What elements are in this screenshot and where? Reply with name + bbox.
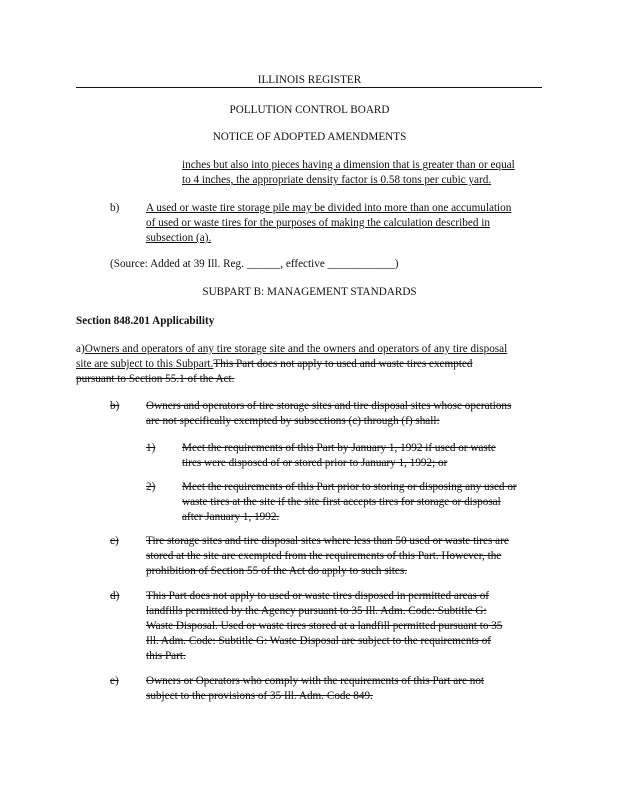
sub-2-text xyxy=(182,480,517,525)
subpart-heading: SUBPART B: MANAGEMENT STANDARDS xyxy=(202,286,417,298)
continuation-text xyxy=(182,158,515,188)
item-e-line: subject to the provisions of 35 Ill. Adm. Code 849. xyxy=(146,690,373,702)
source-note: (Source: Added at 39 Ill. Reg. ______, effective ____________) xyxy=(110,258,399,270)
sub-1-line: tires were disposed of or stored prior to January 1, 1992; or xyxy=(182,457,448,469)
para-a-added: site are subject to this Subpart. xyxy=(76,358,214,370)
para-a xyxy=(76,342,507,387)
continuation-line: to 4 inches, the appropriate density factor is 0.58 tons per cubic yard. xyxy=(182,174,492,186)
item-d-line: Waste Disposal. Used or waste tires stored at a landfill permitted pursuant to 35 xyxy=(146,620,503,632)
item-d-line: this Part. xyxy=(146,650,186,662)
item-b-text xyxy=(146,399,511,429)
item-c-label: c) xyxy=(110,535,119,547)
sub-2-line: Meet the requirements of this Part prior to storing or disposing any used or xyxy=(182,481,517,493)
item-e-text xyxy=(146,674,484,704)
item-b-upper-line: of used or waste tires for the purposes of making the calculation described in xyxy=(146,217,490,229)
item-c-text xyxy=(146,534,509,579)
section-heading: Section 848.201 Applicability xyxy=(76,315,215,327)
sub-1-line: Meet the requirements of this Part by January 1, 1992 if used or waste xyxy=(182,442,496,454)
item-b-line: Owners and operators of tire storage sites and tire disposal sites whose operations xyxy=(146,400,512,412)
para-a-deleted: This Part does not apply to used and waste tires exempted xyxy=(213,358,473,370)
para-a-deleted: pursuant to Section 55.1 of the Act. xyxy=(76,373,235,385)
item-b-upper-text xyxy=(146,201,511,246)
item-b-upper-label: b) xyxy=(110,202,120,214)
sub-2-line: after January 1, 1992. xyxy=(182,511,280,523)
sub-1-text xyxy=(182,441,496,471)
item-e-line: Owners or Operators who comply with the requirements of this Part are not xyxy=(146,675,485,687)
item-d-line: Ill. Adm. Code: Subtitle G: Waste Disposal are subject to the requirements of xyxy=(146,635,492,647)
item-d-line: This Part does not apply to used or waste tires disposed in permitted areas of xyxy=(146,590,490,602)
sub-2-line: waste tires at the site if the site first accepts tires for storage or disposal xyxy=(182,496,501,508)
item-b-upper-line: A used or waste tire storage pile may be divided into more than one accumulation xyxy=(146,202,512,214)
item-d-line: landfills permitted by the Agency pursuant to 35 Ill. Adm. Code: Subtitle G: xyxy=(146,605,487,617)
continuation-line: inches but also into pieces having a dimension that is greater than or equal xyxy=(182,159,515,171)
item-b-line: are not specifically exempted by subsections (c) through (f) shall: xyxy=(146,415,440,427)
notice-title: NOTICE OF ADOPTED AMENDMENTS xyxy=(212,131,407,143)
item-b-upper-line: subsection (a). xyxy=(146,232,212,244)
para-a-prefix: a) xyxy=(76,343,85,355)
item-c-line: stored at the site are exempted from the requirements of this Part. However, the xyxy=(146,550,502,562)
item-c-line: Tire storage sites and tire disposal sites where less than 50 used or waste tires are xyxy=(146,535,509,547)
header-rule xyxy=(76,87,542,88)
item-d-label: d) xyxy=(110,590,120,602)
item-b-label: b) xyxy=(110,400,120,412)
board-title: POLLUTION CONTROL BOARD xyxy=(229,104,390,116)
item-d-text xyxy=(146,589,502,664)
para-a-added: Owners and operators of any tire storage site and the owners and operators of any tire disposal xyxy=(84,343,508,355)
item-e-label: e) xyxy=(110,675,119,687)
sub-2-label: 2) xyxy=(146,481,156,493)
register-title: ILLINOIS REGISTER xyxy=(257,74,362,86)
item-c-line: prohibition of Section 55 of the Act do apply to such sites. xyxy=(146,565,408,577)
sub-1-label: 1) xyxy=(146,442,156,454)
